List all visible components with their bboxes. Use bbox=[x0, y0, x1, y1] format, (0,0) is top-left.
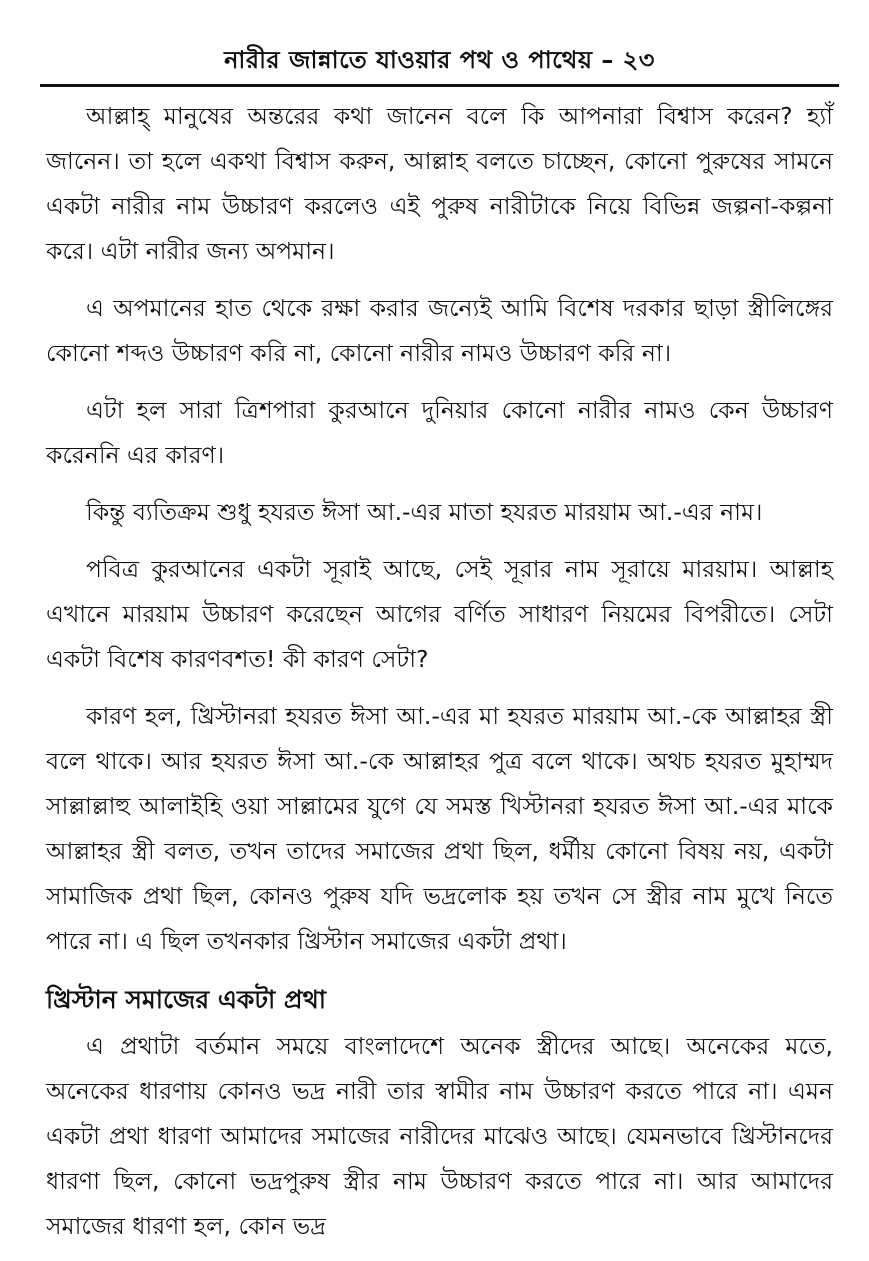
page-body bbox=[46, 94, 833, 1261]
paragraph-2: এ অপমানের হাত থেকে রক্ষা করার জন্যেই আমি বিশেষ দরকার ছাড়া স্ত্রীলিঙ্গের কোনো শব্দও উচ্চারণ করি না, কোনো নারীর নামও উচ্চারণ করি না। bbox=[46, 294, 833, 367]
paragraph-1: আল্লাহ্ মানুষের অন্তরের কথা জানেন বলে কি আপনারা বিশ্বাস করেন? হ্যাঁ জানেন। তা হলে একথা বিশ্বাস করুন, আল্লাহ বলতে চাচ্ছেন, কোনো পুরুষের সামনে একটা নারীর নাম উচ্চারণ করলেও এই পুরুষ নারীটাকে নিয়ে বিভিন্ন জল্পনা-কল্পনা করে। এটা নারীর জন্য অপমান। bbox=[46, 102, 833, 265]
paragraph-4: কিন্তু ব্যতিক্রম শুধু হযরত ঈসা আ.-এর মাতা হযরত মারয়াম আ.-এর নাম। bbox=[86, 498, 763, 526]
section-paragraph: এ প্রথাটা বর্তমান সময়ে বাংলাদেশে অনেক স্ত্রীদের আছে। অনেকের মতে, অনেকের ধারণায় কোনও ভদ্র নারী তার স্বামীর নাম উচ্চারণ করতে পারে না। এমন একটা প্রথা ধারণা আমাদের সমাজের নারীদের মাঝেও আছে। যেমনভাবে খ্রিস্টানদের ধারণা ছিল, কোনো ভদ্রপুরুষ স্ত্রীর নাম উচ্চারণ করতে পারে না। আর আমাদের সমাজের ধারণা হল, কোন ভদ্র bbox=[46, 1032, 833, 1240]
running-header bbox=[40, 40, 839, 87]
header-title: নারীর জান্নাতে যাওয়ার পথ ও পাথেয় – ২৩ bbox=[224, 46, 655, 74]
paragraph-3: এটা হল সারা ত্রিশপারা কুরআনে দুনিয়ার কোনো নারীর নামও কেন উচ্চারণ করেননি এর কারণ। bbox=[46, 396, 833, 469]
section-heading: খ্রিস্টান সমাজের একটা প্রথা bbox=[46, 985, 327, 1014]
paragraph-6: কারণ হল, খ্রিস্টানরা হযরত ঈসা আ.-এর মা হযরত মারয়াম আ.-কে আল্লাহর স্ত্রী বলে থাকে। আর হযরত ঈসা আ.-কে আল্লাহর পুত্র বলে থাকে। অথচ হযরত মুহাম্মদ সাল্লাল্লাহু আলাইহি ওয়া সাল্লামের যুগে যে সমস্ত খিস্টানরা হযরত ঈসা আ.-এর মাকে আল্লাহর স্ত্রী বলত, তখন তাদের সমাজের প্রথা ছিল, ধর্মীয় কোনো বিষয় নয়, একটা সামাজিক প্রথা ছিল, কোনও পুরুষ যদি ভদ্রলোক হয় তখন সে স্ত্রীর নাম মুখে নিতে পারে না। এ ছিল তখনকার খ্রিস্টান সমাজের একটা প্রথা। bbox=[46, 702, 833, 955]
paragraph-5: পবিত্র কুরআনের একটা সূরাই আছে, সেই সূরার নাম সূরায়ে মারয়াম। আল্লাহ এখানে মারয়াম উচ্চারণ করেছেন আগের বর্ণিত সাধারণ নিয়মের বিপরীতে। সেটা একটা বিশেষ কারণবশত! কী কারণ সেটা? bbox=[46, 555, 833, 673]
